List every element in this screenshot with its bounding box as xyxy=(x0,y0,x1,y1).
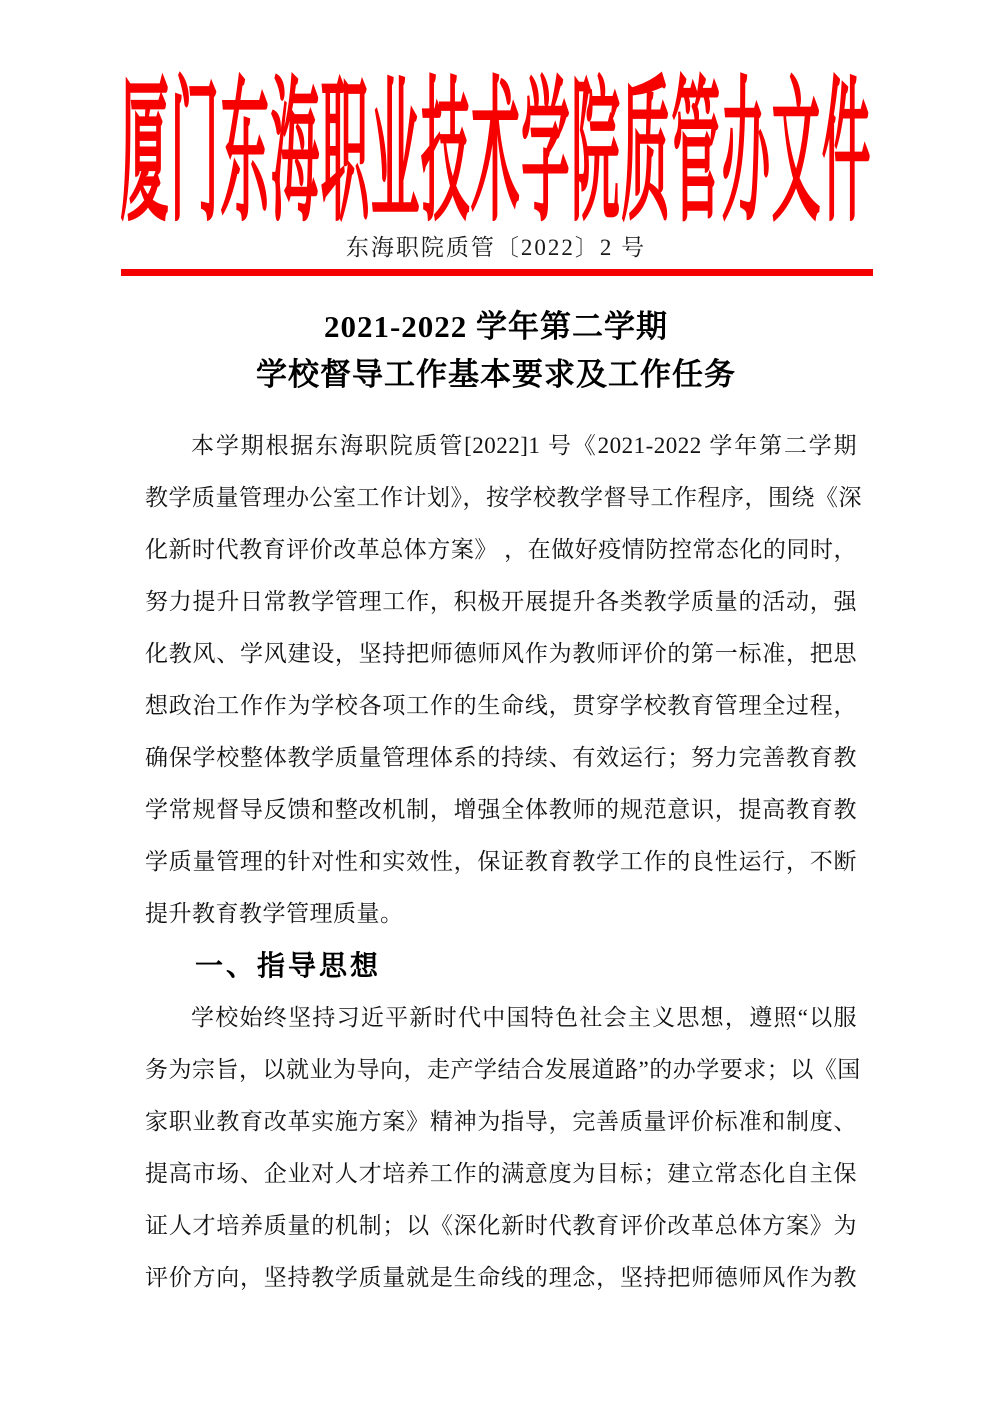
body-text xyxy=(145,420,862,1304)
red-separator-line xyxy=(121,269,873,276)
paragraph2-line: 家职业教育改革实施方案》精神为指导，完善质量评价标准和制度、 xyxy=(145,1109,857,1134)
letterhead-banner xyxy=(0,67,992,242)
doc-title-line1: 2021-2022 学年第二学期 xyxy=(323,309,669,344)
section-heading-1: 一、指导思想 xyxy=(195,950,382,981)
doc-number: 东海职院质管〔2022〕2 号 xyxy=(345,235,647,260)
paragraph1-line: 化教风、学风建设，坚持把师德师风作为教师评价的第一标准，把思 xyxy=(145,641,857,666)
letterhead-title: 厦门东海职业技术学院质管办文件 xyxy=(120,67,872,242)
paragraph2-line: 提高市场、企业对人才培养工作的满意度为目标；建立常态化自主保 xyxy=(145,1161,857,1186)
paragraph2-line: 证人才培养质量的机制；以《深化新时代教育评价改革总体方案》为 xyxy=(145,1213,857,1238)
doc-title-line2: 学校督导工作基本要求及工作任务 xyxy=(256,357,736,392)
paragraph1-line: 化新时代教育评价改革总体方案》 ，在做好疫情防控常态化的同时， xyxy=(145,537,857,562)
paragraph2-line: 学校始终坚持习近平新时代中国特色社会主义思想，遵照“以服 xyxy=(191,1005,857,1030)
paragraph2-line: 务为宗旨，以就业为导向，走产学结合发展道路”的办学要求；以《国 xyxy=(145,1057,861,1082)
paragraph1-line: 确保学校整体教学质量管理体系的持续、有效运行；努力完善教育教 xyxy=(145,745,857,770)
paragraph1-line: 学常规督导反馈和整改机制，增强全体教师的规范意识，提高教育教 xyxy=(145,797,857,822)
doc-title xyxy=(0,303,992,399)
paragraph1-line: 学质量管理的针对性和实效性，保证教育教学工作的良性运行，不断 xyxy=(145,849,857,874)
paragraph1-line: 本学期根据东海职院质管[2022]1 号《2021-2022 学年第二学期 xyxy=(191,433,857,458)
paragraph1-line: 教学质量管理办公室工作计划》，按学校教学督导工作程序，围绕《深 xyxy=(145,485,862,510)
paragraph1-line: 努力提升日常教学管理工作，积极开展提升各类教学质量的活动，强 xyxy=(145,589,857,614)
paragraph2-line: 评价方向，坚持教学质量就是生命线的理念，坚持把师德师风作为教 xyxy=(145,1265,857,1290)
paragraph1-line: 想政治工作作为学校各项工作的生命线，贯穿学校教育管理全过程， xyxy=(145,693,857,718)
paragraph1-line: 提升教育教学管理质量。 xyxy=(145,901,404,926)
